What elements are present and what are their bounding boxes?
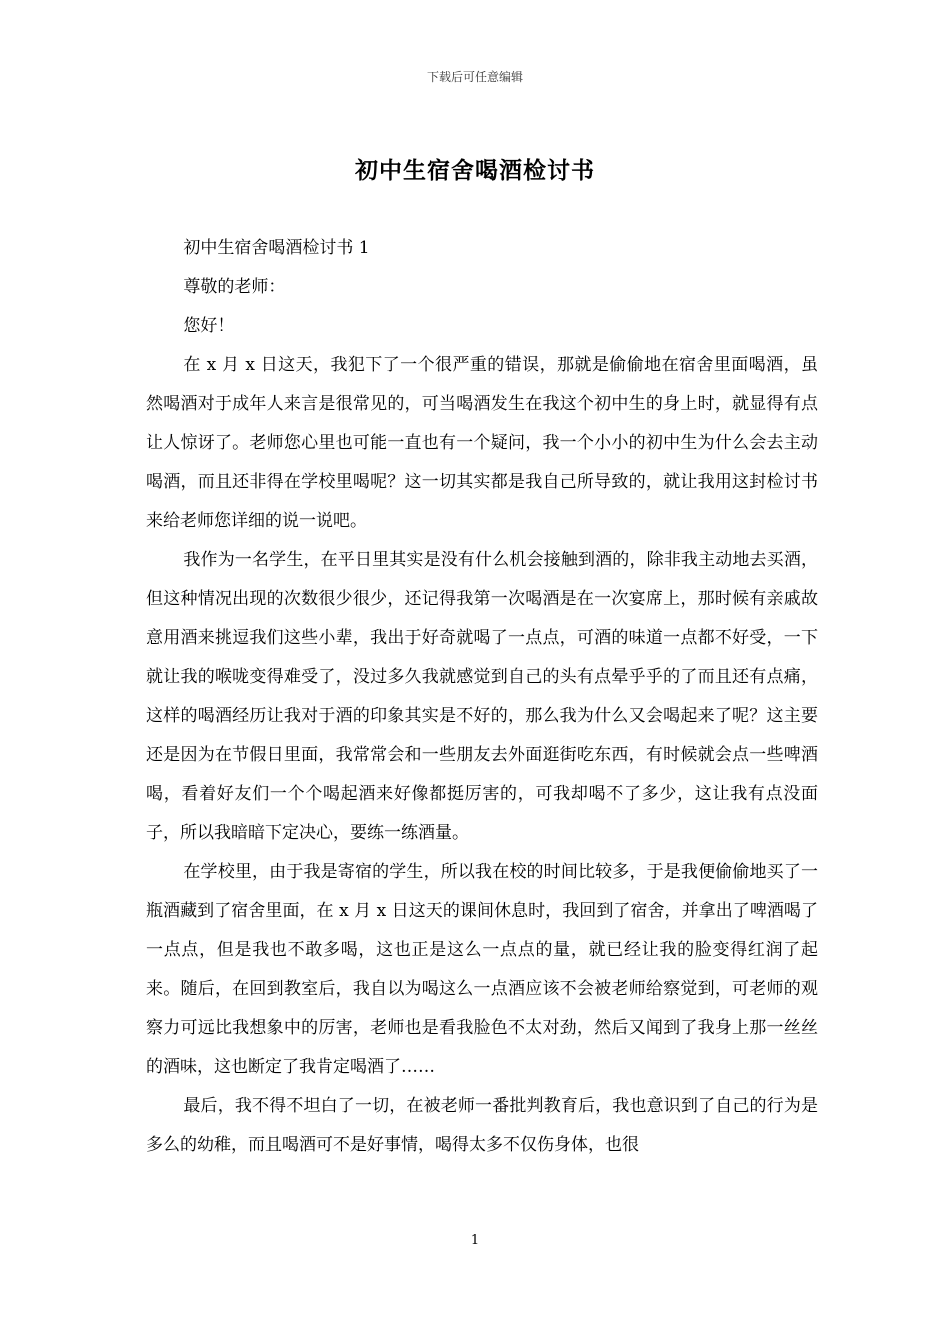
header-note: 下载后可任意编辑 — [426, 70, 523, 84]
body-paragraph-subtitle: 初中生宿舍喝酒检讨书 1 — [183, 238, 370, 258]
body-paragraph: 在 x 月 x 日这天，我犯下了一个很严重的错误，那就是偷偷地在宿舍里面喝酒，虽然喝酒对于成年人来言是很常见的，可当喝酒发生在我这个初中生的身上时，就显得有点让人惊讶了。老师您心里也可能一直也有一个疑问，我一个小小的初中生为什么会去主动喝酒，而且还非得在学校里喝呢？这一切其实都是我自己所导致的，就让我用这封检讨书来给老师您详细的说一说吧。 — [146, 355, 818, 531]
body-paragraph: 我作为一名学生，在平日里其实是没有什么机会接触到酒的，除非我主动地去买酒，但这种情况出现的次数很少很少，还记得我第一次喝酒是在一次宴席上，那时候有亲戚故意用酒来挑逗我们这些小辈，我出于好奇就喝了一点点，可酒的味道一点都不好受，一下就让我的喉咙变得难受了，没过多久我就感觉到自己的头有点晕乎乎的了而且还有点痛，这样的喝酒经历让我对于酒的印象其实是不好的，那么我为什么又会喝起来了呢？这主要还是因为在节假日里面，我常常会和一些朋友去外面逛街吃东西，有时候就会点一些啤酒喝，看着好友们一个个喝起酒来好像都挺厉害的，可我却喝不了多少，这让我有点没面子，所以我暗暗下定决心，要练一练酒量。 — [146, 550, 818, 843]
page-number: 1 — [470, 1233, 480, 1248]
body-paragraph-salutation: 尊敬的老师： — [183, 277, 286, 297]
document-body — [146, 229, 818, 1165]
body-paragraph: 在学校里，由于我是寄宿的学生，所以我在校的时间比较多，于是我便偷偷地买了一瓶酒藏到了宿舍里面，在 x 月 x 日这天的课间休息时，我回到了宿舍，并拿出了啤酒喝了一点点，但是我也不敢多喝，这也正是这么一点点的量，就已经让我的脸变得红润了起来。随后，在回到教室后，我自以为喝这么一点酒应该不会被老师给察觉到，可老师的观察力可远比我想象中的厉害，老师也是看我脸色不太对劲，然后又闻到了我身上那一丝丝的酒味，这也断定了我肯定喝酒了…… — [146, 862, 818, 1077]
body-paragraph: 最后，我不得不坦白了一切，在被老师一番批判教育后，我也意识到了自己的行为是多么的幼稚，而且喝酒可不是好事情，喝得太多不仅伤身体，也很 — [146, 1096, 818, 1155]
document-title: 初中生宿舍喝酒检讨书 — [355, 157, 595, 184]
body-paragraph-greeting: 您好！ — [183, 316, 235, 336]
